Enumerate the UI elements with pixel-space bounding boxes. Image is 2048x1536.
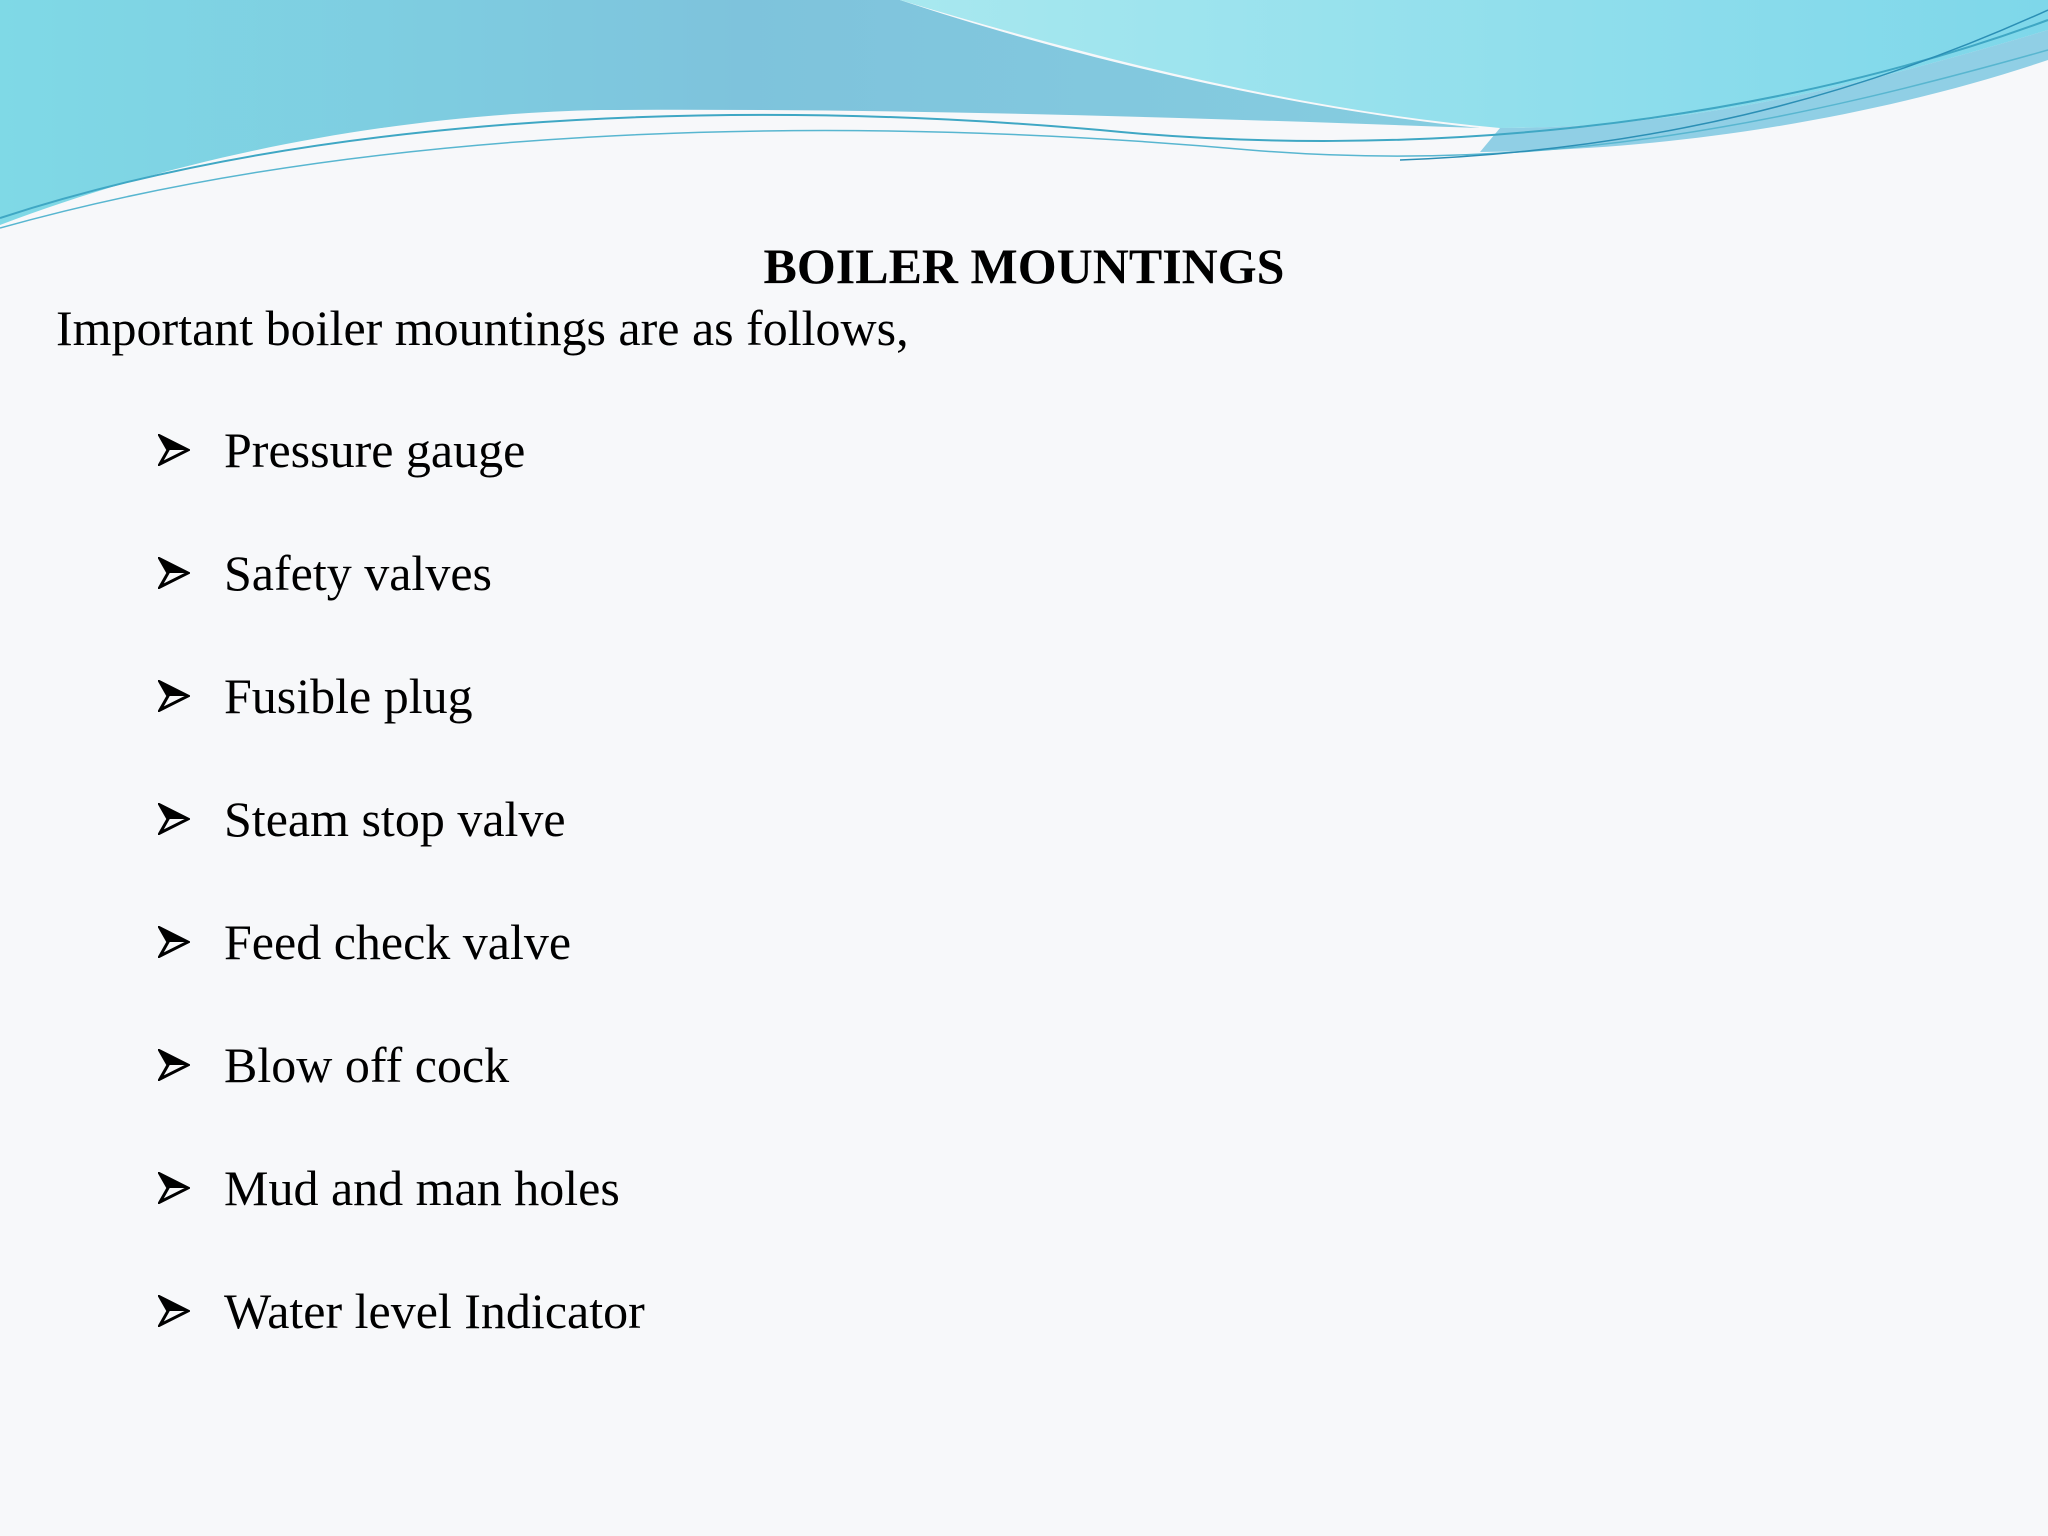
arrowhead-bullet-icon [158,1049,224,1081]
decorative-wave-header [0,0,2048,240]
list-item [158,1035,645,1095]
arrowhead-bullet-icon [158,557,224,589]
list-item [158,1158,645,1218]
slide-title: BOILER MOUNTINGS [763,238,1285,294]
mountings-list [158,420,645,1404]
list-item-label: Feed check valve [224,914,572,970]
arrowhead-bullet-icon [158,680,224,712]
arrowhead-bullet-icon [158,434,224,466]
list-item-label: Steam stop valve [224,791,566,847]
list-item [158,420,645,480]
arrowhead-bullet-icon [158,803,224,835]
arrowhead-bullet-icon [158,926,224,958]
list-item [158,1281,645,1341]
list-item-label: Water level Indicator [224,1283,645,1339]
list-item-label: Safety valves [224,545,492,601]
intro-text: Important boiler mountings are as follows, [56,300,909,356]
list-item [158,789,645,849]
arrowhead-bullet-icon [158,1172,224,1204]
list-item [158,666,645,726]
list-item [158,543,645,603]
list-item-label: Blow off cock [224,1037,510,1093]
list-item [158,912,645,972]
arrowhead-bullet-icon [158,1295,224,1327]
list-item-label: Pressure gauge [224,422,526,478]
list-item-label: Fusible plug [224,668,473,724]
list-item-label: Mud and man holes [224,1160,620,1216]
